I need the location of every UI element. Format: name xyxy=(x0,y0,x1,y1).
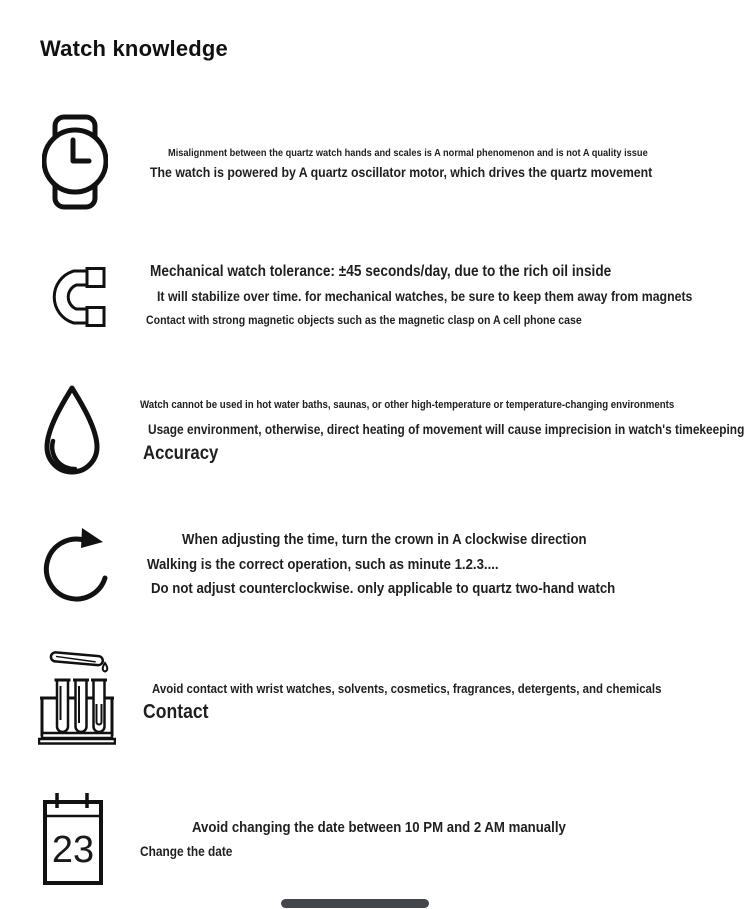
quartz-note-small: Misalignment between the quartz watch hands and scales is A normal phenomenon and is not A quality issue xyxy=(168,147,648,159)
accuracy-note-main: Usage environment, otherwise, direct heating of movement will cause imprecision in watch's timekeeping xyxy=(148,422,745,437)
date-heading: Change the date xyxy=(140,844,233,859)
home-indicator-bar[interactable] xyxy=(281,899,429,908)
magnet-line-contact: Contact with strong magnetic objects such as the magnetic clasp on A cell phone case xyxy=(146,313,582,327)
test-tubes-icon xyxy=(38,648,116,751)
clockwise-arrow-icon xyxy=(40,520,112,615)
accuracy-heading: Accuracy xyxy=(143,443,219,464)
contact-heading: Contact xyxy=(143,701,209,723)
date-line-avoid: Avoid changing the date between 10 PM and 2 AM manually xyxy=(192,819,566,836)
magnet-icon xyxy=(40,265,106,334)
adjust-line-counterclockwise: Do not adjust counterclockwise. only applicable to quartz two-hand watch xyxy=(151,580,616,597)
water-drop-icon xyxy=(40,384,104,485)
accuracy-note-small: Watch cannot be used in hot water baths, saunas, or other high-temperature or temperature-changing environments xyxy=(140,399,675,411)
wristwatch-icon xyxy=(42,114,108,215)
quartz-note-main: The watch is powered by A quartz oscillator motor, which drives the quartz movement xyxy=(150,164,653,180)
adjust-line-walking: Walking is the correct operation, such as minute 1.2.3.... xyxy=(147,556,499,573)
magnet-line-stabilize: It will stabilize over time. for mechanical watches, be sure to keep them away from magnets xyxy=(157,288,693,304)
page-title: Watch knowledge xyxy=(40,36,228,61)
adjust-line-crown: When adjusting the time, turn the crown in A clockwise direction xyxy=(182,531,587,548)
contact-note: Avoid contact with wrist watches, solvents, cosmetics, fragrances, detergents, and chemicals xyxy=(152,681,662,696)
magnet-line-tolerance: Mechanical watch tolerance: ±45 seconds/day, due to the rich oil inside xyxy=(150,263,612,280)
calendar-day-number: 23 xyxy=(51,829,95,871)
